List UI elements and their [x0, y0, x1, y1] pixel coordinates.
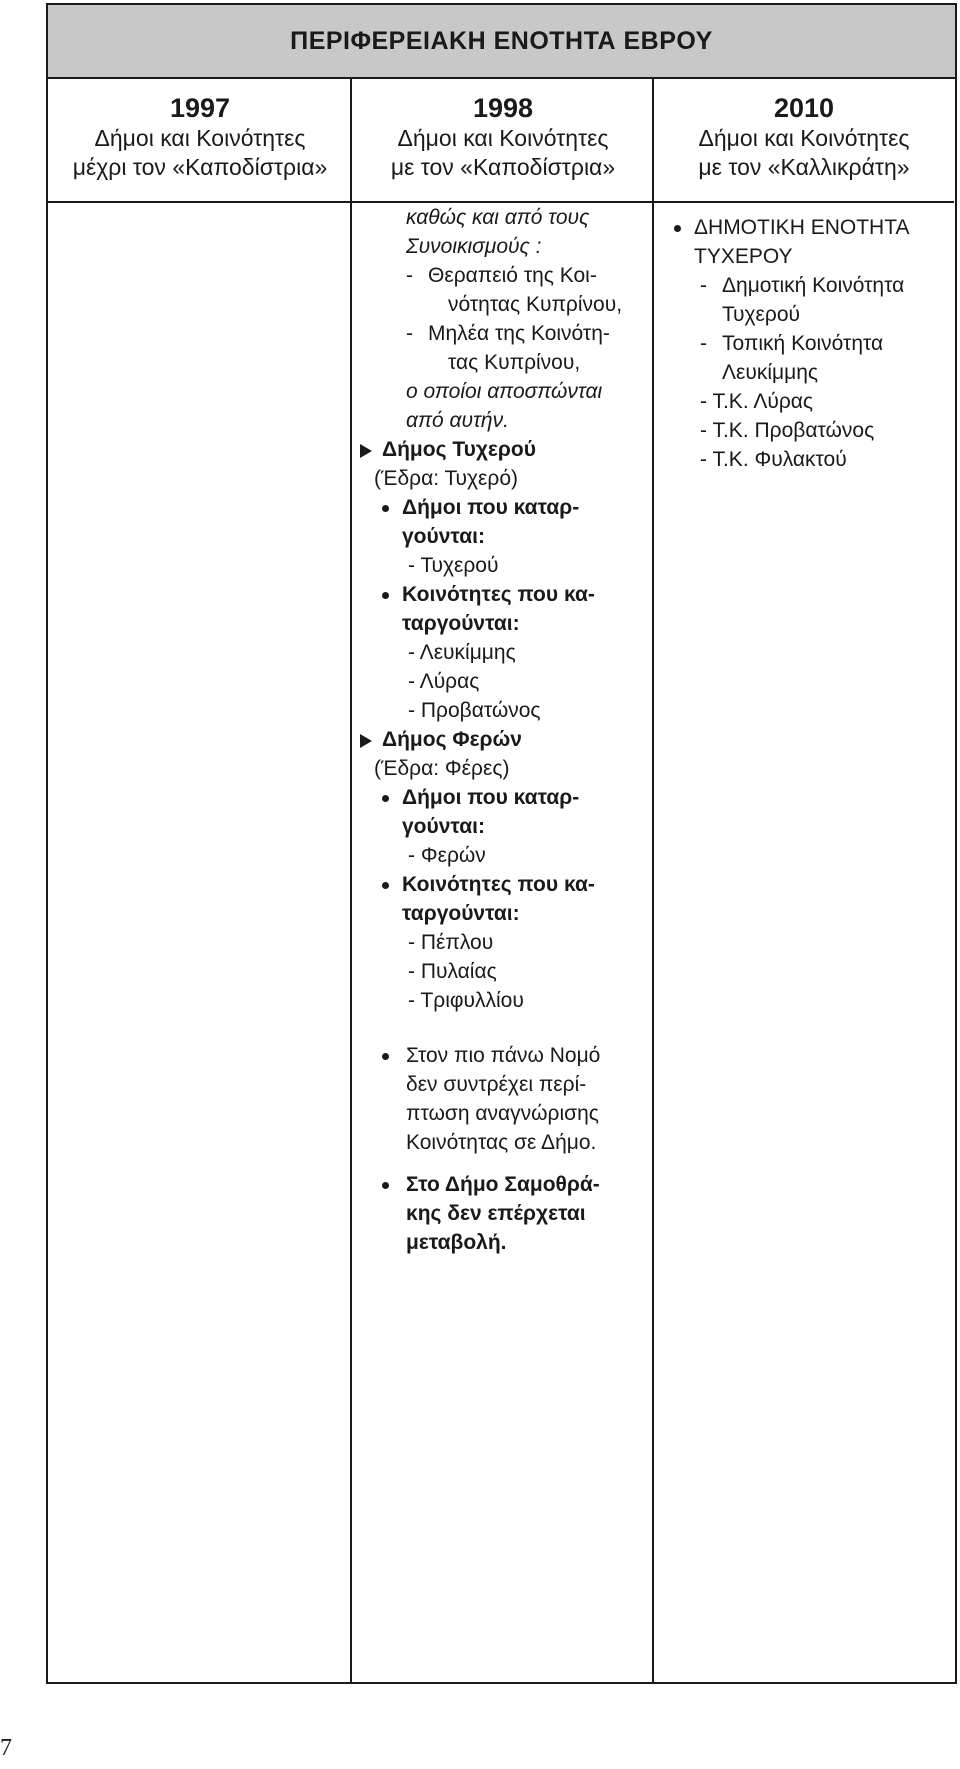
item-text: Λύρας [419, 670, 480, 693]
text-line: μεταβολή. [406, 1231, 507, 1254]
abolished-item [408, 841, 486, 870]
dash-marker: - [408, 931, 421, 954]
bullet-dot-icon [382, 882, 389, 889]
item-text: Τ.Κ. Προβατώνος [712, 419, 875, 442]
text-line: Στον πιο πάνω Νομό [406, 1044, 601, 1067]
bullet-dot-icon [382, 795, 389, 802]
bullet-dot-icon [382, 505, 389, 512]
item-text: Τ.Κ. Φυλακτού [712, 448, 847, 471]
column-subtitle: με τον «Καποδίστρια» [390, 154, 616, 180]
item-text: Λευκίμμης [419, 641, 516, 664]
item-text: Τυχερού [420, 554, 499, 577]
abolished-municipalities-label [402, 783, 579, 841]
column-header-1997 [48, 79, 352, 203]
settlement-item [406, 261, 622, 319]
item-text: Πέπλου [420, 931, 494, 954]
municipality-name: Δήμος Φερών [382, 728, 522, 751]
item-text: Τ.Κ. Λύρας [712, 390, 814, 413]
dash-marker: - [406, 264, 413, 287]
text-line: ο οποίοι αποσπώνται [406, 380, 603, 403]
triangle-bullet-icon [360, 444, 372, 458]
text-line: Κοινότητες που κα- [402, 873, 595, 896]
text-line: τας Κυπρίνου, [448, 351, 581, 374]
community-item [700, 329, 883, 387]
column-subtitle: Δήμοι και Κοινότητες [698, 125, 910, 151]
dash-marker: - [406, 322, 413, 345]
text-line: ΔΗΜΟΤΙΚΗ ΕΝΟΤΗΤΑ [694, 216, 910, 239]
abolished-communities-label [402, 580, 595, 638]
column-body-2010 [654, 203, 954, 1682]
dash-marker: - [700, 448, 713, 471]
text-line: Μηλέα της Κοινότη- [428, 322, 610, 345]
municipality-name: Δήμος Τυχερού [382, 438, 536, 461]
text-line: Συνοικισμούς : [406, 235, 542, 258]
text-line: καθώς και από τους [406, 206, 590, 229]
text-line: Τυχερού [722, 303, 801, 326]
item-text: Τριφυλλίου [420, 989, 524, 1012]
text-line: γούνται: [402, 815, 485, 838]
municipal-unit-name [694, 213, 909, 271]
text-line: δεν συντρέχει περί- [406, 1073, 587, 1096]
column-subtitle: Δήμοι και Κοινότητες [397, 125, 609, 151]
text-line: Λευκίμμης [722, 361, 819, 384]
text-line: Δημοτική Κοινότητα [722, 274, 905, 297]
column-year: 1997 [169, 93, 231, 123]
text-line: από αυτήν. [406, 409, 509, 432]
dash-marker: - [408, 699, 421, 722]
column-subtitle: Δήμοι και Κοινότητες [94, 125, 306, 151]
column-year: 2010 [773, 93, 835, 123]
table-title: ΠΕΡΙΦΕΡΕΙΑΚΗ ΕΝΟΤΗΤΑ ΕΒΡΟΥ [290, 26, 713, 55]
dash-marker: - [408, 960, 421, 983]
abolished-item [408, 957, 497, 986]
column-year: 1998 [472, 93, 534, 123]
community-item [700, 271, 904, 329]
text-line: Στο Δήμο Σαμοθρά- [406, 1173, 600, 1196]
dash-marker: - [408, 641, 420, 664]
text-line: κης δεν επέρχεται [406, 1202, 586, 1225]
text-line: Κοινότητας σε Δήμο. [406, 1131, 597, 1154]
triangle-bullet-icon [360, 734, 372, 748]
bullet-dot-icon [382, 592, 389, 599]
column-header-2010 [654, 79, 954, 203]
abolished-municipalities-label [402, 493, 579, 551]
text-line: ταργούνται: [402, 612, 520, 635]
abolished-item [408, 551, 498, 580]
dash-marker: - [408, 844, 421, 867]
column-subtitle: μέχρι τον «Καποδίστρια» [72, 154, 328, 180]
text-line: Θεραπειό της Κοι- [428, 264, 597, 287]
text-line: Κοινότητες που κα- [402, 583, 595, 606]
page-number: 7 [0, 1735, 12, 1761]
dash-marker: - [408, 554, 421, 577]
dash-marker: - [700, 390, 713, 413]
dash-marker: - [700, 274, 707, 297]
abolished-item [408, 667, 479, 696]
table-frame [46, 3, 957, 1684]
dash-marker: - [408, 670, 420, 693]
column-body-1997 [48, 203, 352, 1682]
community-item [700, 416, 874, 445]
note-text [406, 1041, 600, 1157]
bullet-dot-icon [382, 1053, 389, 1060]
text-line: ταργούνται: [402, 902, 520, 925]
item-text: Φερών [420, 844, 486, 867]
text-line: Δήμοι που καταρ- [402, 786, 580, 809]
abolished-communities-label [402, 870, 595, 928]
abolished-item [408, 928, 493, 957]
abolished-item [408, 696, 541, 725]
dash-marker: - [700, 332, 707, 355]
note-text [406, 1170, 600, 1257]
settlement-item [406, 319, 610, 377]
text-line: πτωση αναγνώρισης [406, 1102, 599, 1125]
abolished-item [408, 986, 524, 1015]
community-item [700, 445, 847, 474]
text-line: γούνται: [402, 525, 485, 548]
column-body-1998 [352, 203, 654, 1682]
abolished-item [408, 638, 516, 667]
dash-marker: - [408, 989, 421, 1012]
item-text: Πυλαίας [420, 960, 497, 983]
table-title-bar [48, 5, 955, 79]
bullet-dot-icon [382, 1182, 389, 1189]
dash-marker: - [700, 419, 713, 442]
text-line: ΤΥΧΕΡΟΥ [694, 245, 793, 268]
column-header-1998 [352, 79, 654, 203]
text-line: Τοπική Κοινότητα [722, 332, 884, 355]
text-line: Δήμοι που καταρ- [402, 496, 580, 519]
column-subtitle: με τον «Καλλικράτη» [698, 154, 910, 180]
text-line: νότητας Κυπρίνου, [448, 293, 623, 316]
bullet-dot-icon [674, 225, 681, 232]
municipality-seat: (Έδρα: Φέρες) [374, 757, 510, 780]
community-item [700, 387, 813, 416]
outro-text [406, 377, 602, 435]
item-text: Προβατώνος [420, 699, 541, 722]
municipality-seat: (Έδρα: Τυχερό) [374, 467, 519, 490]
intro-text [406, 203, 589, 261]
